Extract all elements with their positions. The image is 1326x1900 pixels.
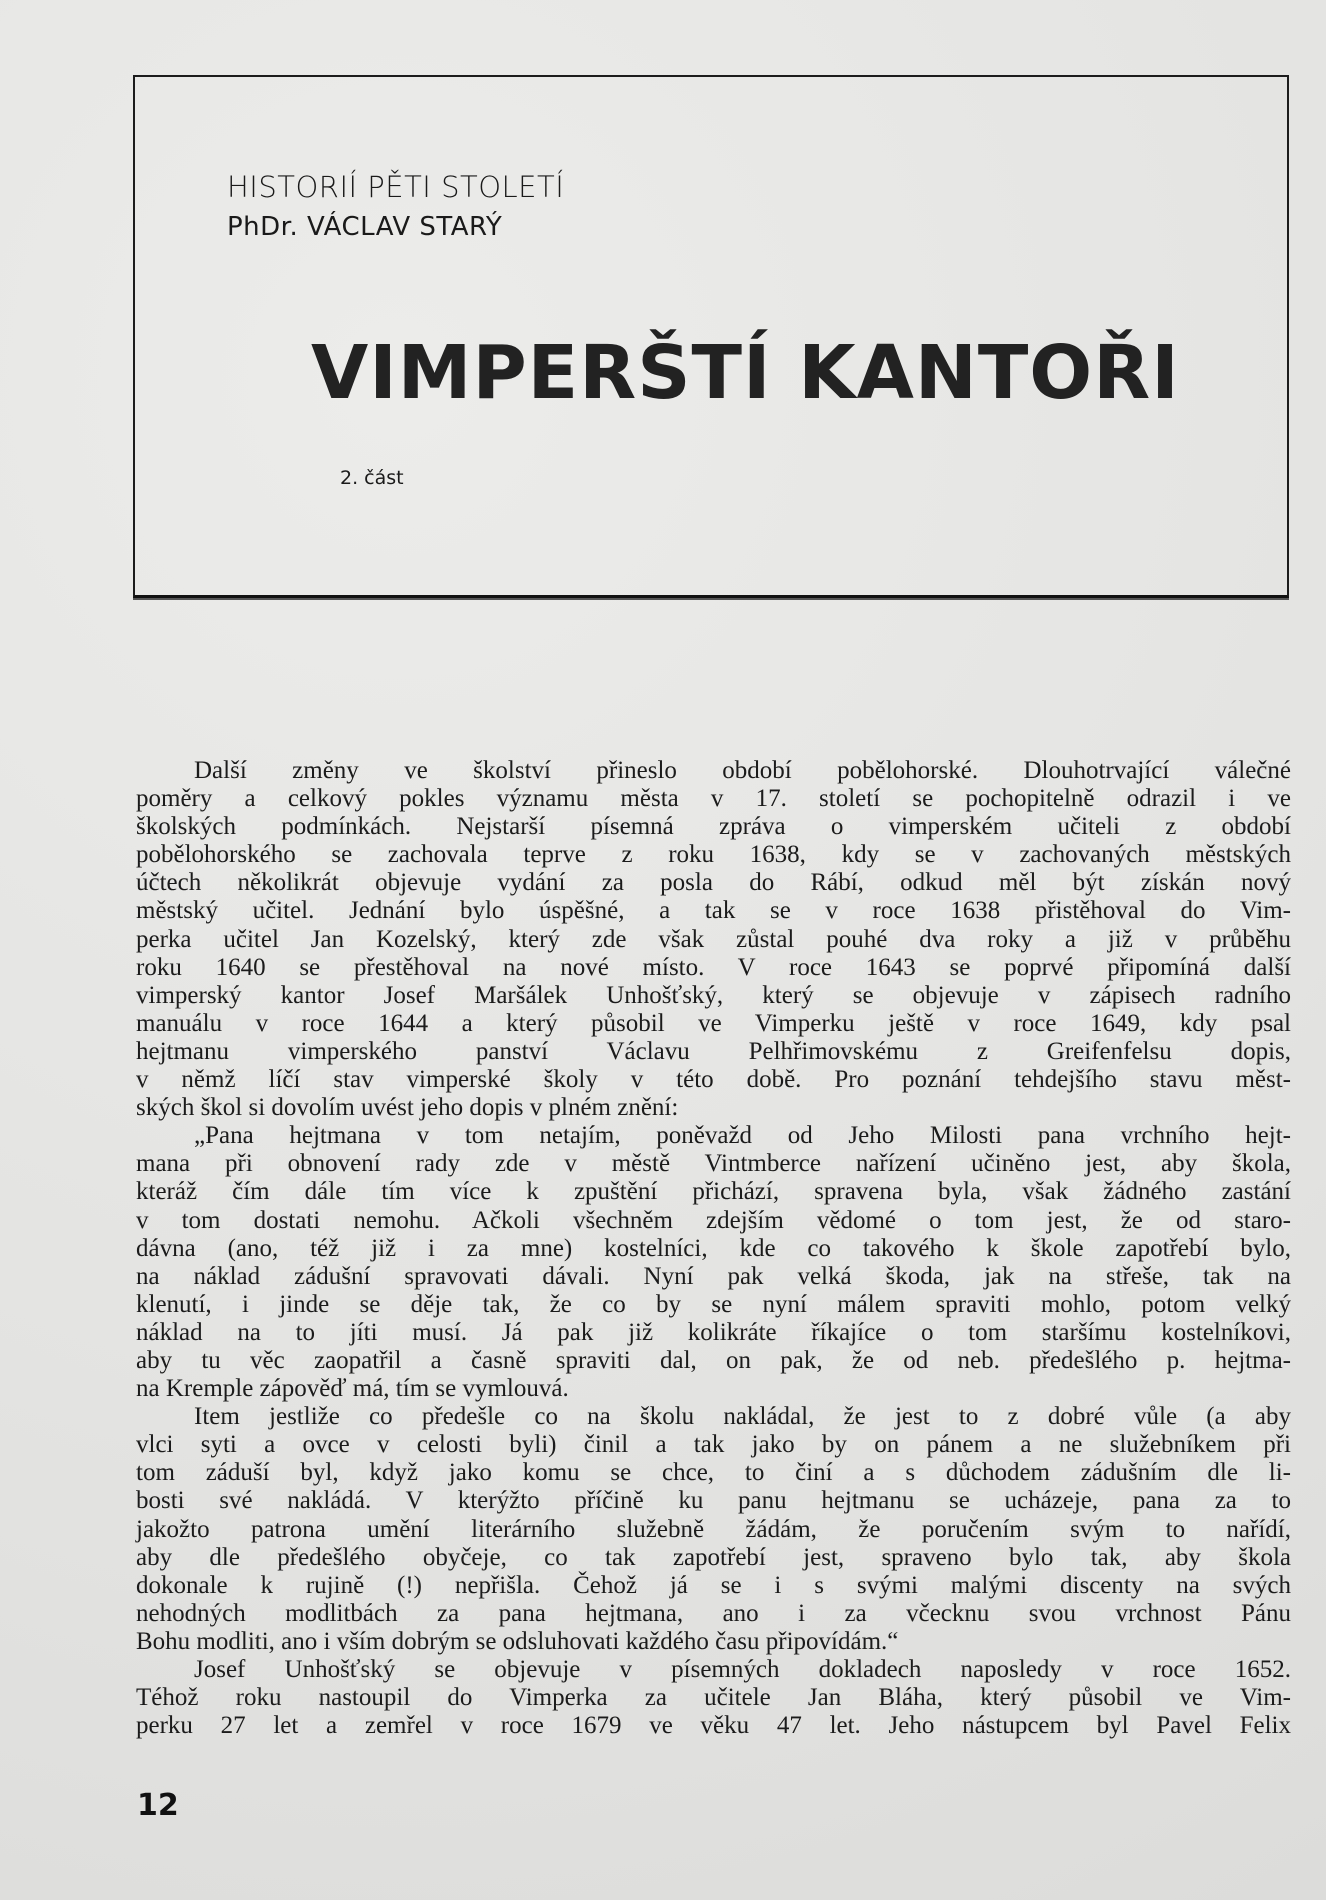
paragraph	[136, 1403, 1291, 1656]
text-line: vlci syti a ovce v celosti byli) činil a tak jako by on pánem a ne služebníkem při	[136, 1431, 1291, 1459]
text-line: „Pana hejtmana v tom netajím, poněvažd od Jeho Milosti pana vrchního hejt-	[194, 1122, 1291, 1150]
text-line: účtech několikrát objevuje vydání za posla do Rábí, odkud měl být získán nový	[136, 869, 1291, 897]
text-line: dávna (ano, též již i za mne) kostelníci, kde co takového k škole zapotřebí bylo,	[136, 1234, 1291, 1262]
text-line: Josef Unhošťský se objevuje v písemných dokladech naposledy v roce 1652.	[194, 1656, 1291, 1683]
text-line: aby dle předešlého obyčeje, co tak zapotřebí jest, spraveno bylo tak, aby škola	[136, 1543, 1291, 1571]
text-line: školských podmínkách. Nejstarší písemná zpráva o vimperském učiteli z období	[136, 813, 1291, 841]
article-title: VIMPERŠTÍ KANTOŘI	[311, 330, 1180, 416]
text-line: klenutí, i jinde se děje tak, že co by se nyní málem spraviti mohlo, potom velký	[136, 1290, 1291, 1318]
text-line: perka učitel Jan Kozelský, který zde však zůstal pouhé dva roky a již v průběhu	[136, 925, 1291, 953]
text-line: Item jestliže co předešle co na školu nakládal, že jest to z dobré vůle (a aby	[194, 1403, 1291, 1431]
page-number: 12	[137, 1788, 179, 1823]
text-line: Bohu modliti, ano i vším dobrým se odsluhovati každého času připovídám.“	[136, 1627, 899, 1655]
text-line: dokonale k rujině (!) nepřišla. Čehož já se i s svými malými discenty na svých	[136, 1571, 1291, 1599]
text-line: kteráž čím dále tím více k zpuštění přichází, spravena byla, však žádného zastání	[136, 1178, 1291, 1206]
text-line: v tom dostati nemohu. Ačkoli všechněm zdejším vědomé o tom jest, že od staro-	[136, 1206, 1291, 1234]
text-line: vimperský kantor Josef Maršálek Unhošťský, který se objevuje v zápisech radního	[136, 981, 1291, 1009]
part-label: 2. část	[340, 467, 404, 489]
article-body	[136, 757, 1291, 1740]
series-title: HISTORIÍ PĚTI STOLETÍ	[227, 170, 565, 204]
text-line: na náklad zádušní spravovati dávali. Nyní pak velká škoda, jak na střeše, tak na	[136, 1262, 1291, 1290]
text-line: manuálu v roce 1644 a který působil ve Vimperku ještě v roce 1649, kdy psal	[136, 1009, 1291, 1037]
text-line: roku 1640 se přestěhoval na nové místo. V roce 1643 se poprvé připomíná další	[136, 953, 1291, 981]
text-line: tom záduší byl, když jako komu se chce, to činí a s důchodem zádušním dle li-	[136, 1459, 1291, 1487]
paragraph	[136, 1122, 1291, 1403]
text-line: Téhož roku nastoupil do Vimperka za učitele Jan Bláha, který působil ve Vim-	[136, 1684, 1291, 1712]
text-line: městský učitel. Jednání bylo úspěšné, a tak se v roce 1638 přistěhoval do Vim-	[136, 897, 1291, 925]
text-line: mana při obnovení rady zde v městě Vintmberce nařízení učiněno jest, aby škola,	[136, 1150, 1291, 1178]
text-line: ských škol si dovolím uvést jeho dopis v plném znění:	[136, 1094, 679, 1122]
text-line: na Kremple zápověď má, tím se vymlouvá.	[136, 1375, 569, 1403]
text-line: nehodných modlitbách za pana hejtmana, ano i za včecknu svou vrchnost Pánu	[136, 1599, 1291, 1627]
text-line: v němž líčí stav vimperské školy v této době. Pro poznání tehdejšího stavu měst-	[136, 1066, 1291, 1094]
text-line: perku 27 let a zemřel v roce 1679 ve věku 47 let. Jeho nástupcem byl Pavel Felix	[136, 1712, 1291, 1740]
text-line: hejtmanu vimperského panství Václavu Pelhřimovskému z Greifenfelsu dopis,	[136, 1037, 1291, 1065]
paragraph	[136, 1656, 1291, 1740]
text-line: aby tu věc zaopatřil a časně spraviti dal, on pak, že od neb. předešlého p. hejtma-	[136, 1346, 1291, 1374]
text-line: jakožto patrona umění literárního služebně žádám, že poručením svým to nařídí,	[136, 1515, 1291, 1543]
author-name: PhDr. VÁCLAV STARÝ	[227, 212, 503, 242]
paragraph	[136, 757, 1291, 1122]
text-line: poměry a celkový pokles významu města v 17. století se pochopitelně odrazil i ve	[136, 785, 1291, 813]
text-line: bosti své nakládá. V kterýžto příčině ku panu hejtmanu se ucházeje, pana za to	[136, 1487, 1291, 1515]
text-line: náklad na to jíti musí. Já pak již kolikráte říkajíce o tom staršímu kostelníkovi,	[136, 1318, 1291, 1346]
text-line: pobělohorského se zachovala teprve z roku 1638, kdy se v zachovaných městských	[136, 841, 1291, 869]
text-line: Další změny ve školství přineslo období pobělohorské. Dlouhotrvající válečné	[194, 757, 1291, 784]
